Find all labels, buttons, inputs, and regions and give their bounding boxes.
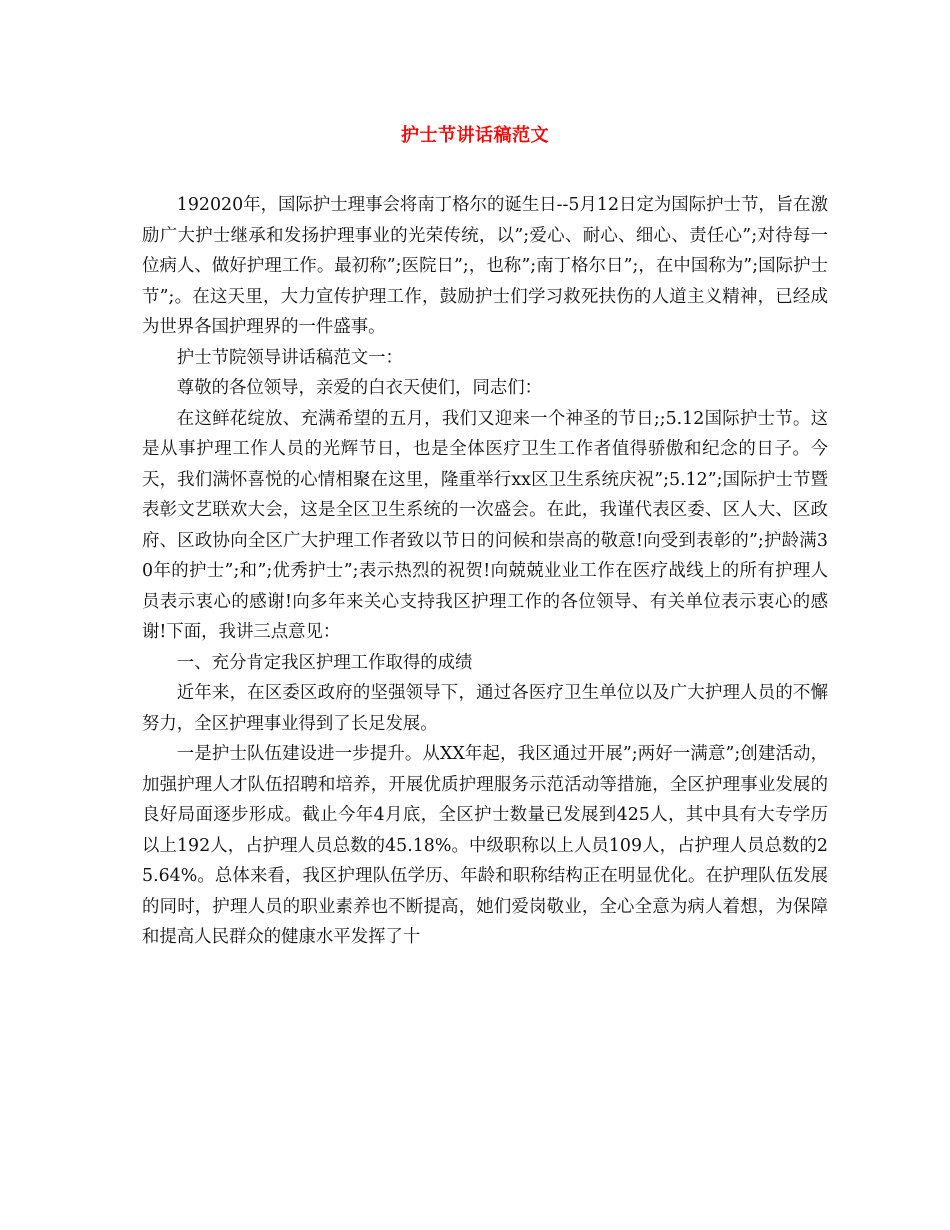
paragraph-salutation: 尊敬的各位领导，亲爱的白衣天使们，同志们： bbox=[176, 378, 543, 398]
paragraph-point-one-detail: 一是护士队伍建设进一步提升。从XX年起，我区通过开展”;两好一满意”;创建活动，加强护理人才队伍招聘和培养，开展优质护理服务示范活动等措施，全区护理事业发展的良好局面逐步形成。截止今年4月底，全区护士数量已发展到425人，其中具有大专学历以上192人，占护理人员总数的45.18%。中级职称以上人员109人，占护理人员总数的25.64%。总体来看，我区护理队伍学历、年龄和职称结构正在明显优化。在护理队伍发展的同时，护理人员的职业素养也不断提高，她们爱岗敬业，全心全意为病人着想，为保障和提高人民群众的健康水平发挥了十 bbox=[142, 744, 828, 947]
paragraph-point-one-heading: 一、充分肯定我区护理工作取得的成绩 bbox=[176, 652, 473, 673]
paragraph-point-one-intro: 近年来，在区委区政府的坚强领导下，通过各医疗卫生单位以及广大护理人员的不懈努力，全区护理事业得到了长足发展。 bbox=[142, 683, 828, 734]
document-body bbox=[142, 190, 828, 953]
paragraph-section-heading: 护士节院领导讲话稿范文一： bbox=[176, 347, 403, 368]
paragraph-opening: 在这鲜花绽放、充满希望的五月，我们又迎来一个神圣的节日;;5.12国际护士节。这是从事护理工作人员的光辉节日，也是全体医疗卫生工作者值得骄傲和纪念的日子。今天，我们满怀喜悦的心情相聚在这里，隆重举行xx区卫生系统庆祝”;5.12”;国际护士节暨表彰文艺联欢大会，这是全区卫生系统的一次盛会。在此，我谨代表区委、区人大、区政府、区政协向全区广大护理工作者致以节日的问候和崇高的敬意!向受到表彰的”;护龄满30年的护士”;和”;优秀护士”;表示热烈的祝贺!向兢兢业业工作在医疗战线上的所有护理人员表示衷心的感谢!向多年来关心支持我区护理工作的各位领导、有关单位表示衷心的感谢!下面，我讲三点意见： bbox=[142, 408, 828, 642]
document-title: 护士节讲话稿范文 bbox=[401, 125, 549, 146]
paragraph-intro: 192020年，国际护士理事会将南丁格尔的诞生日--5月12日定为国际护士节，旨在激励广大护士继承和发扬护理事业的光荣传统，以”;爱心、耐心、细心、责任心”;对待每一位病人、做好护理工作。最初称”;医院日”;，也称”;南丁格尔日”;，在中国称为”;国际护士节”;。在这天里，大力宣传护理工作，鼓励护士们学习救死扶伤的人道主义精神，已经成为世界各国护理界的一件盛事。 bbox=[142, 195, 828, 337]
